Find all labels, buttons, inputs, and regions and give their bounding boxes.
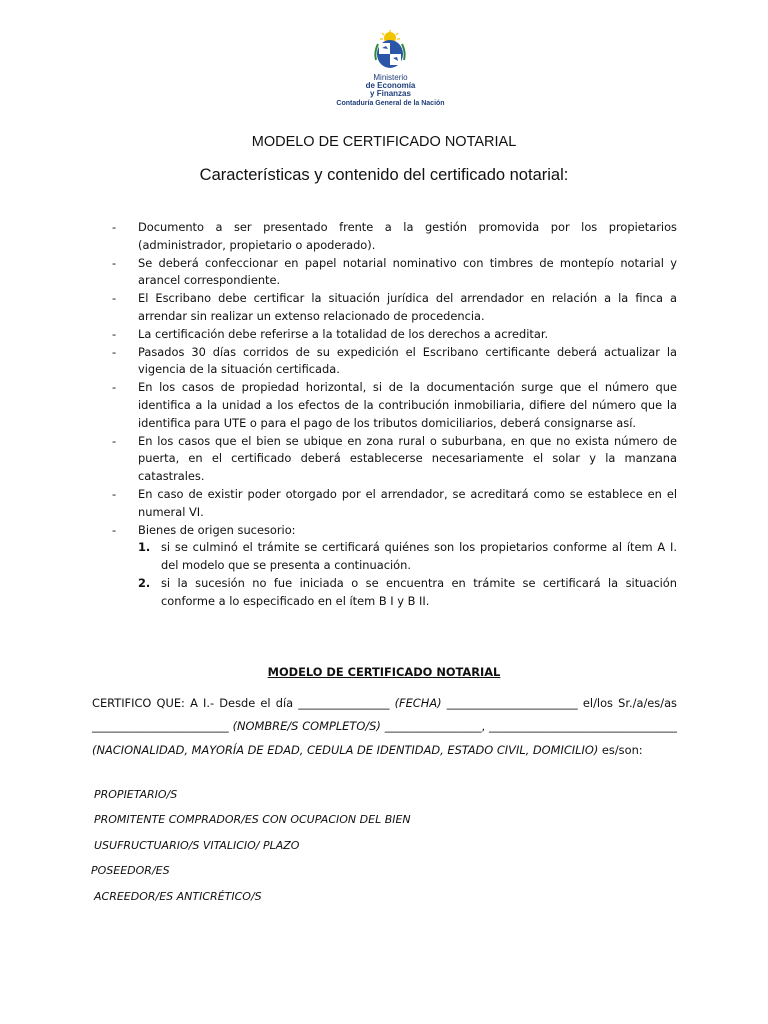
list-item: [112, 433, 677, 486]
cert-text-part: _________________, _________________________________: [380, 719, 677, 734]
list-item: [112, 255, 677, 291]
dash-marker: -: [112, 380, 117, 395]
nacionalidad-placeholder: (NACIONALIDAD, MAYORÍA DE EDAD, CEDULA DE IDENTIDAD, ESTADO CIVIL, DOMICILIO): [92, 742, 599, 757]
role-option: PROMITENTE COMPRADOR/ES CON OCUPACION DEL BIEN: [94, 813, 411, 826]
list-item-text: Pasados 30 días corridos de su expedición el Escribano certificante deberá actualizar la vigencia de la situación certificada.: [138, 344, 677, 377]
dash-marker: -: [112, 255, 117, 270]
sublist-item: [138, 539, 677, 575]
list-item: [112, 219, 677, 255]
sublist-item: [138, 575, 677, 611]
role-option: POSEEDOR/ES: [91, 864, 170, 877]
list-item-text: En los casos de propiedad horizontal, si de la documentación surge que el número que identifica a la unidad a los efectos de la contribución inmobiliaria, difiere del número que la identifica para UTE o para el pago de los tributos domiciliarios, deberá consignarse así.: [138, 380, 677, 430]
sublist-item-text: si la sucesión no fue iniciada o se encuentra en trámite se certificará la situación conforme a lo especificado en el ítem B I y B II.: [161, 575, 677, 608]
list-item: [112, 522, 677, 611]
list-item: [112, 326, 677, 344]
characteristics-list: [112, 219, 677, 611]
dash-marker: -: [112, 522, 117, 537]
list-item-text: Bienes de origen sucesorio:: [138, 522, 296, 537]
dash-marker: -: [112, 344, 117, 359]
role-option: USUFRUCTUARIO/S VITALICIO/ PLAZO: [94, 839, 300, 852]
list-item-text: En caso de existir poder otorgado por el arrendador, se acreditará como se establece en el numeral VI.: [138, 486, 677, 519]
list-item: [112, 290, 677, 326]
ministry-line2: de Economía: [365, 81, 416, 90]
ministry-logo: [328, 30, 453, 112]
ministry-line4: Contaduría General de la Nación: [336, 100, 445, 107]
list-item-text: El Escribano debe certificar la situación jurídica del arrendador en relación a la finca a arrendar sin realizar un extenso relacionado de procedencia.: [138, 291, 677, 323]
ministry-name: [328, 74, 453, 108]
ministry-line1: Ministerio: [373, 73, 408, 82]
list-item: [112, 486, 677, 522]
sublist-number: 2.: [138, 575, 151, 590]
dash-marker: -: [112, 220, 117, 234]
role-option: PROPIETARIO/S: [94, 788, 178, 801]
dash-marker: -: [112, 486, 117, 501]
cert-text-part: es/son:: [598, 742, 643, 757]
model-title: MODELO DE CERTIFICADO NOTARIAL: [267, 665, 501, 679]
document-subtitle: Características y contenido del certificado notarial:: [199, 166, 569, 184]
list-item-text: Se deberá confeccionar en papel notarial nominativo con timbres de montepío notarial y arancel correspondiente.: [138, 255, 677, 288]
cert-text-part: CERTIFICO QUE: A I.- Desde el día ________________: [92, 696, 395, 710]
document-title: MODELO DE CERTIFICADO NOTARIAL: [251, 134, 517, 150]
nombre-placeholder: (NOMBRE/S COMPLETO/S): [232, 719, 381, 734]
list-item-text: La certificación debe referirse a la totalidad de los derechos a acreditar.: [138, 326, 549, 341]
list-item-text: En los casos que el bien se ubique en zona rural o suburbana, en que no exista número de puerta, en el certificado deberá establecerse necesariamente el solar y la manzana catastrales.: [138, 433, 677, 484]
role-option: ACREEDOR/ES ANTICRÉTICO/S: [94, 890, 262, 903]
certificate-paragraph: [92, 692, 677, 762]
sublist-number: 1.: [138, 540, 151, 555]
coat-of-arms-icon: [372, 30, 408, 70]
inheritance-sublist: [138, 539, 677, 610]
fecha-placeholder: (FECHA): [394, 696, 442, 710]
ministry-line3: y Finanzas: [370, 89, 411, 98]
dash-marker: -: [112, 433, 117, 448]
list-item: [112, 344, 677, 380]
list-item-text: Documento a ser presentado frente a la gestión promovida por los propietarios (administrador, propietario o apoderado).: [138, 220, 677, 252]
dash-marker: -: [112, 291, 117, 306]
cert-text-part: _______________________ el/los Sr./a/es/as ________________________: [92, 696, 677, 734]
list-item: [112, 379, 677, 432]
sublist-item-text: si se culminó el trámite se certificará quiénes son los propietarios conforme al ítem A I. del modelo que se presenta a continuación.: [161, 540, 677, 573]
dash-marker: -: [112, 326, 117, 341]
